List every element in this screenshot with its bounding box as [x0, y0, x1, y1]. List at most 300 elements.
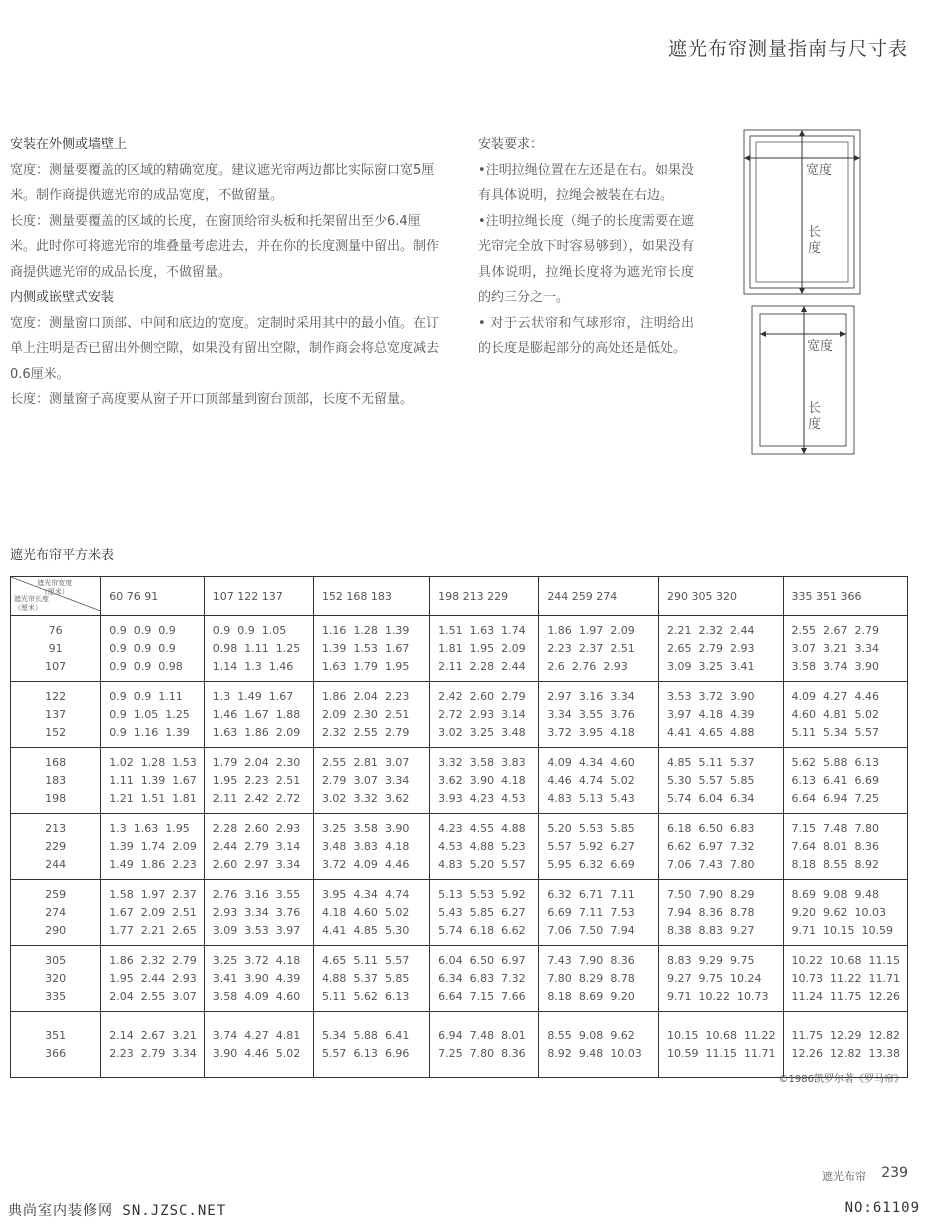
cell-value: 2.67: [823, 623, 848, 637]
cell-line: [322, 922, 429, 940]
cell-value: 7.80: [547, 971, 572, 985]
cell-value: 11.75: [791, 1028, 823, 1042]
cell-value: 7.11: [578, 905, 604, 919]
cell-value: 6.04: [438, 953, 463, 967]
cell-line: [792, 658, 908, 676]
cell-line: [667, 988, 783, 1006]
cell-line: [438, 640, 538, 658]
cell-value: 10.15: [667, 1028, 699, 1042]
cell-value: 3.90: [244, 971, 269, 985]
cell-value: 6.83: [730, 821, 755, 835]
cell-value: 6.27: [501, 905, 526, 919]
cell-value: 6.18: [469, 923, 495, 937]
cell-line: [792, 904, 908, 922]
cell-value: 1.11: [109, 773, 134, 787]
cell-value: 1.49: [109, 857, 134, 871]
cell-value: 8.78: [730, 905, 755, 919]
cell-value: 1.74: [140, 839, 166, 853]
row-length-value: 229: [45, 839, 67, 853]
cell-value: 1.63: [469, 623, 495, 637]
cell-line: [213, 754, 313, 772]
cell-value: 9.29: [698, 953, 723, 967]
cell-value: 4.41: [667, 725, 692, 739]
cell-value: 3.72: [698, 689, 723, 703]
cell-value: 5.43: [438, 905, 463, 919]
cell-value: 2.37: [578, 641, 604, 655]
cell-line: [109, 856, 204, 874]
cell-line: [213, 688, 313, 706]
cell-value: 1.11: [158, 689, 183, 703]
cell-value: 5.95: [547, 857, 572, 871]
table-row: [11, 814, 908, 880]
cell-value: 1.39: [384, 623, 410, 637]
cell-value: 2.55: [140, 989, 166, 1003]
cell-value: 2.09: [140, 905, 166, 919]
cell-line: [322, 820, 429, 838]
page-title: 遮光布帘测量指南与尺寸表: [667, 38, 908, 60]
cell-line: [213, 988, 313, 1006]
cell-line: [322, 688, 429, 706]
cell-value: 6.83: [469, 971, 495, 985]
cell-value: 6.32: [547, 887, 572, 901]
table-cell: [783, 682, 908, 748]
cell-value: 5.02: [275, 1046, 301, 1060]
cell-value: 4.60: [275, 989, 301, 1003]
column-header: 107 122 137: [204, 577, 313, 616]
cell-value: 3.25: [212, 953, 238, 967]
cell-value: 4.53: [501, 791, 526, 805]
cell-value: 9.20: [610, 989, 635, 1003]
cell-value: 10.15: [823, 923, 855, 937]
cell-line: [792, 820, 908, 838]
cell-line: [109, 970, 204, 988]
cell-value: 5.88: [823, 755, 848, 769]
cell-value: 3.14: [501, 707, 526, 721]
cell-value: 10.24: [730, 971, 762, 985]
cell-value: 4.09: [244, 989, 269, 1003]
cell-value: 7.80: [469, 1046, 495, 1060]
cell-value: 2.65: [172, 923, 197, 937]
cell-line: [438, 856, 538, 874]
cell-value: 7.90: [698, 887, 723, 901]
cell-value: 5.57: [384, 953, 410, 967]
cell-value: 2.79: [140, 1046, 166, 1060]
cell-line: [213, 904, 313, 922]
table-cell: [430, 748, 539, 814]
cell-value: 1.86: [109, 953, 134, 967]
table-cell: [101, 682, 205, 748]
cell-value: 6.50: [469, 953, 495, 967]
cell-line: [547, 772, 658, 790]
cell-line: [547, 820, 658, 838]
cell-value: 3.02: [438, 725, 463, 739]
cell-value: 9.27: [730, 923, 755, 937]
cell-line: [438, 904, 538, 922]
cell-line: [667, 856, 783, 874]
cell-line: [213, 622, 313, 640]
cell-line: [547, 688, 658, 706]
cell-line: [322, 754, 429, 772]
cell-value: 9.20: [791, 905, 816, 919]
cell-value: 8.01: [501, 1028, 526, 1042]
cell-value: 4.53: [438, 839, 463, 853]
cell-value: 7.48: [823, 821, 848, 835]
table-cell: [101, 1012, 205, 1078]
row-length-value: 152: [45, 725, 67, 739]
cell-line: [213, 838, 313, 856]
cell-value: 5.88: [353, 1028, 378, 1042]
cell-value: 3.07: [791, 641, 816, 655]
cell-value: 1.79: [212, 755, 238, 769]
table-cell: [101, 616, 205, 682]
row-length-value: 259: [45, 887, 67, 901]
cell-value: 3.34: [244, 905, 269, 919]
row-length-value: 290: [45, 923, 67, 937]
cell-line: [109, 688, 204, 706]
cell-value: 2.81: [353, 755, 378, 769]
cell-value: 7.32: [501, 971, 526, 985]
table-row: [11, 616, 908, 682]
cell-value: 10.68: [830, 953, 862, 967]
cell-value: 7.15: [469, 989, 495, 1003]
cell-value: 6.41: [384, 1028, 410, 1042]
column-header: 244 259 274: [539, 577, 659, 616]
cell-line: [667, 838, 783, 856]
cell-value: 1.53: [172, 755, 197, 769]
cell-value: 1.39: [109, 839, 134, 853]
cell-value: 12.29: [830, 1028, 862, 1042]
cell-line: [322, 904, 429, 922]
cell-line: [438, 952, 538, 970]
cell-line: [109, 772, 204, 790]
cell-value: 2.51: [172, 905, 197, 919]
cell-value: 1.95: [165, 821, 190, 835]
table-corner-cell: [11, 577, 101, 616]
cell-value: 0.9: [158, 641, 176, 655]
cell-value: 2.76: [571, 659, 597, 673]
cell-value: 5.11: [321, 989, 347, 1003]
row-length-value: 183: [45, 773, 67, 787]
table-row: [11, 682, 908, 748]
cell-line: [109, 904, 204, 922]
cell-value: 7.43: [547, 953, 572, 967]
cell-line: [547, 1027, 658, 1045]
cell-value: 2.32: [698, 623, 723, 637]
cell-value: 4.74: [384, 887, 410, 901]
cell-value: 6.32: [578, 857, 604, 871]
cell-value: 9.75: [730, 953, 755, 967]
cell-line: [322, 988, 429, 1006]
cell-value: 2.72: [275, 791, 301, 805]
cell-value: 1.53: [353, 641, 378, 655]
cell-value: 4.23: [438, 821, 463, 835]
cell-value: 1.21: [109, 791, 134, 805]
cell-line: [667, 790, 783, 808]
cell-value: 2.04: [353, 689, 378, 703]
cell-value: 5.74: [667, 791, 692, 805]
cell-line: [547, 790, 658, 808]
cell-value: 5.02: [610, 773, 635, 787]
inside-mount-svg: [750, 304, 858, 458]
cell-line: [213, 658, 313, 676]
cell-line: [792, 838, 908, 856]
cell-value: 5.43: [610, 791, 635, 805]
row-length-header: [11, 814, 101, 880]
cell-value: 10.22: [698, 989, 730, 1003]
row-length-header: [11, 946, 101, 1012]
cell-value: 3.34: [275, 857, 301, 871]
row-length-value: 168: [45, 755, 67, 769]
table-cell: [659, 682, 784, 748]
cell-line: [109, 706, 204, 724]
row-length-value: 335: [45, 989, 67, 1003]
cell-value: 6.04: [698, 791, 723, 805]
cell-line: [792, 952, 908, 970]
cell-value: 8.29: [578, 971, 604, 985]
cell-value: 9.08: [578, 1028, 604, 1042]
cell-value: 4.81: [275, 1028, 301, 1042]
cell-line: [667, 706, 783, 724]
column-header: 198 213 229: [430, 577, 539, 616]
cell-line: [109, 640, 204, 658]
cell-value: 4.81: [823, 707, 848, 721]
cell-value: 1.16: [321, 623, 347, 637]
row-length-value: 351: [45, 1028, 67, 1042]
cell-value: 4.46: [547, 773, 572, 787]
row-length-header: [11, 880, 101, 946]
cell-line: [667, 922, 783, 940]
cell-value: 3.55: [578, 707, 604, 721]
row-length-header: [11, 748, 101, 814]
cell-value: 2.30: [275, 755, 301, 769]
row-length-header: [11, 1012, 101, 1078]
table-cell: [204, 748, 313, 814]
cell-line: [438, 622, 538, 640]
cell-value: 0.9: [158, 623, 176, 637]
cell-value: 6.69: [854, 773, 879, 787]
table-cell: [659, 946, 784, 1012]
cell-value: 2.32: [140, 953, 166, 967]
cell-value: 2.79: [244, 839, 269, 853]
cell-value: 1.97: [140, 887, 166, 901]
cell-value: 8.78: [610, 971, 635, 985]
cell-value: 1.25: [275, 641, 301, 655]
cell-value: 2.51: [384, 707, 410, 721]
outside-mount-diagram: [742, 128, 864, 300]
cell-line: [667, 622, 783, 640]
cell-value: 3.55: [275, 887, 301, 901]
cell-line: [438, 838, 538, 856]
cell-value: 0.9: [133, 641, 152, 655]
table-cell: [539, 748, 659, 814]
cell-value: 1.67: [384, 641, 410, 655]
cell-line: [109, 988, 204, 1006]
cell-value: 6.62: [501, 923, 526, 937]
length-label-1: 长: [808, 225, 822, 240]
cell-value: 1.16: [133, 725, 159, 739]
cell-value: 4.60: [353, 905, 378, 919]
cell-line: [438, 820, 538, 838]
cell-line: [792, 706, 908, 724]
cell-value: 3.25: [469, 725, 495, 739]
cell-value: 3.62: [384, 791, 410, 805]
cell-line: [792, 622, 908, 640]
length-outside-text: 长度：测量要覆盖的区域的长度，在窗顶给帘头板和托架留出至少6.4厘米。此时你可将遮光帘的堆叠量考虑进去，并在你的长度测量中留出。制作商提供遮光帘的成品长度，不做留量。: [10, 213, 440, 280]
cell-value: 4.60: [791, 707, 816, 721]
cell-value: 0.98: [212, 641, 238, 655]
cell-value: 6.94: [823, 791, 848, 805]
cell-value: 4.09: [353, 857, 378, 871]
cell-value: 1.05: [133, 707, 159, 721]
cell-value: 2.55: [321, 755, 347, 769]
cell-value: 3.97: [275, 923, 301, 937]
cell-line: [792, 790, 908, 808]
cell-line: [109, 724, 204, 742]
cell-value: 0.9: [133, 689, 152, 703]
cell-value: 4.18: [501, 773, 526, 787]
row-length-value: 122: [45, 689, 67, 703]
cell-value: 2.23: [109, 1046, 134, 1060]
column-header: 152 168 183: [313, 577, 429, 616]
cell-value: 6.18: [667, 821, 692, 835]
column-header: 335 351 366: [783, 577, 908, 616]
cell-line: [667, 724, 783, 742]
cell-value: 3.07: [353, 773, 378, 787]
cell-line: [109, 658, 204, 676]
cell-value: 1.95: [384, 659, 410, 673]
cell-value: 7.25: [854, 791, 879, 805]
cell-value: 5.85: [610, 821, 635, 835]
cell-value: 8.83: [667, 953, 692, 967]
cell-value: 1.81: [172, 791, 197, 805]
cell-line: [322, 1045, 429, 1063]
cell-value: 8.36: [698, 905, 723, 919]
requirement-item: • 对于云状帘和气球形帘，注明给出的长度是膨起部分的高处还是低处。: [478, 315, 694, 356]
cell-value: 5.20: [547, 821, 572, 835]
cell-value: 0.9: [109, 623, 127, 637]
cell-value: 8.92: [547, 1046, 572, 1060]
cell-value: 2.79: [384, 725, 410, 739]
cell-value: 1.39: [321, 641, 347, 655]
table-cell: [659, 880, 784, 946]
cell-line: [438, 970, 538, 988]
cell-value: 1.39: [165, 725, 190, 739]
cell-value: 2.93: [603, 659, 628, 673]
cell-value: 1.05: [261, 623, 287, 637]
table-row: [11, 748, 908, 814]
cell-value: 11.22: [744, 1028, 776, 1042]
cell-value: 4.46: [244, 1046, 269, 1060]
cell-value: 1.77: [109, 923, 134, 937]
cell-line: [667, 1045, 783, 1063]
cell-value: 2.21: [140, 923, 166, 937]
cell-line: [438, 724, 538, 742]
cell-value: 2.37: [172, 887, 197, 901]
cell-value: 1.95: [212, 773, 238, 787]
cell-value: 2.30: [353, 707, 378, 721]
cell-value: 0.9: [109, 659, 127, 673]
table-cell: [101, 946, 205, 1012]
cell-value: 2.04: [109, 989, 134, 1003]
cell-value: 4.88: [321, 971, 347, 985]
cell-value: 5.11: [698, 755, 723, 769]
cell-value: 0.9: [212, 623, 231, 637]
table-row: [11, 1012, 908, 1078]
outside-mount-svg: [742, 128, 864, 300]
cell-value: 12.82: [830, 1046, 862, 1060]
table-cell: [430, 880, 539, 946]
table-cell: [783, 616, 908, 682]
cell-value: 4.65: [321, 953, 347, 967]
cell-value: 5.13: [578, 791, 604, 805]
cell-value: 6.69: [547, 905, 572, 919]
width-inside-text: 宽度：测量窗口顶部、中间和底边的宽度。定制时采用其中的最小值。在订单上注明是否已留出外侧空隙，如果没有留出空隙，制作商会将总宽度减去0.6厘米。: [10, 315, 440, 382]
cell-value: 3.95: [321, 887, 347, 901]
column-header: 290 305 320: [659, 577, 784, 616]
cell-line: [547, 706, 658, 724]
cell-line: [438, 886, 538, 904]
cell-line: [213, 1027, 313, 1045]
cell-value: 1.46: [268, 659, 294, 673]
cell-value: 5.57: [501, 857, 526, 871]
cell-value: 3.90: [730, 689, 755, 703]
cell-line: [547, 886, 658, 904]
cell-value: 1.51: [438, 623, 463, 637]
cell-value: 3.41: [730, 659, 755, 673]
cell-value: 0.98: [158, 659, 183, 673]
row-length-header: [11, 616, 101, 682]
cell-value: 2.67: [140, 1028, 166, 1042]
cell-line: [792, 886, 908, 904]
cell-line: [667, 688, 783, 706]
cell-value: 2.23: [172, 857, 197, 871]
cell-value: 8.01: [823, 839, 848, 853]
cell-value: 10.59: [861, 923, 893, 937]
cell-line: [547, 1045, 658, 1063]
table-cell: [539, 814, 659, 880]
cell-value: 6.41: [823, 773, 848, 787]
cell-line: [438, 988, 538, 1006]
cell-value: 2.42: [244, 791, 269, 805]
cell-value: 7.06: [667, 857, 692, 871]
cell-value: 8.69: [791, 887, 816, 901]
cell-line: [109, 838, 204, 856]
cell-value: 10.03: [854, 905, 886, 919]
table-body: [11, 616, 908, 1078]
cell-value: 2.32: [321, 725, 347, 739]
cell-value: 0.9: [237, 623, 255, 637]
cell-value: 3.34: [854, 641, 879, 655]
cell-value: 5.02: [854, 707, 879, 721]
cell-line: [667, 658, 783, 676]
cell-value: 4.34: [353, 887, 378, 901]
cell-line: [322, 724, 429, 742]
cell-line: [213, 790, 313, 808]
cell-line: [213, 640, 313, 658]
cell-value: 7.06: [547, 923, 572, 937]
cell-line: [109, 1045, 204, 1063]
cell-value: 1.3: [109, 821, 127, 835]
cell-line: [667, 970, 783, 988]
cell-value: 4.41: [321, 923, 347, 937]
cell-value: 3.25: [698, 659, 723, 673]
cell-value: 1.39: [140, 773, 166, 787]
cell-line: [667, 754, 783, 772]
cell-line: [667, 886, 783, 904]
cell-value: 1.14: [212, 659, 238, 673]
cell-value: 4.65: [698, 725, 723, 739]
cell-value: 2.79: [172, 953, 197, 967]
